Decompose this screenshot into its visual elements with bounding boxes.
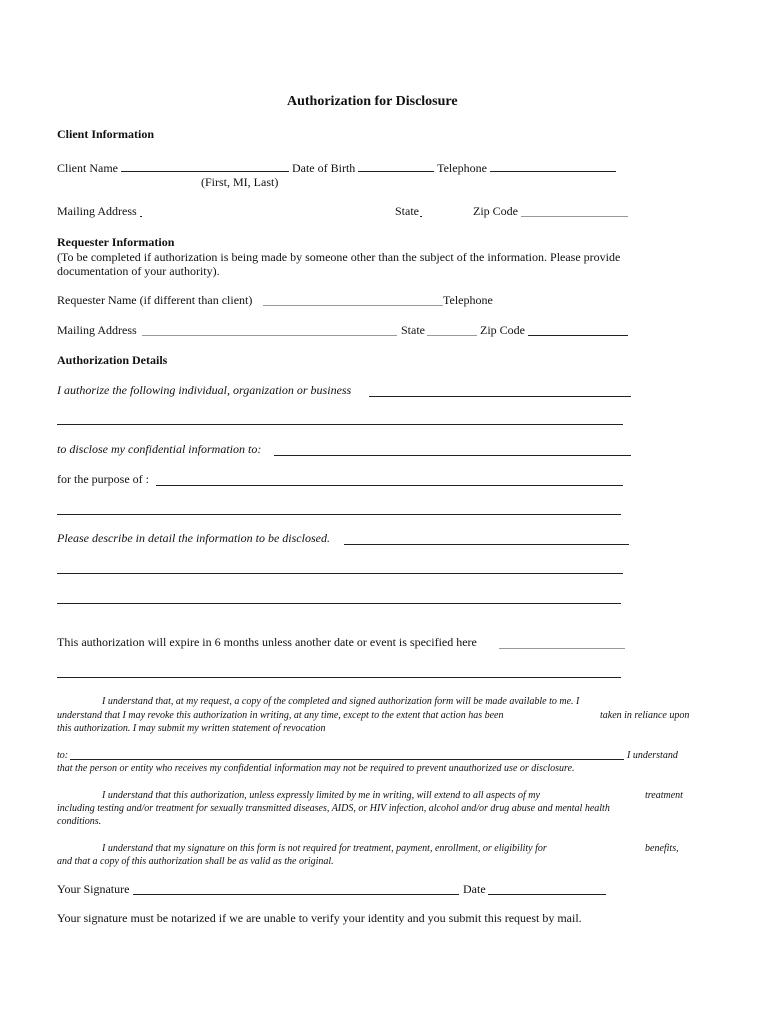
authorize-field-continued[interactable] [57,424,623,425]
client-mailing-address-label: Mailing Address [57,204,137,218]
client-telephone-label: Telephone [437,161,487,175]
client-name-row [57,160,616,175]
client-name-field[interactable] [121,160,289,172]
client-name-label: Client Name [57,161,118,175]
authorize-label: I authorize the following individual, organization or business [57,383,352,397]
statement-4-line2: and that a copy of this authorization shall be as valid as the original. [57,856,334,867]
requester-info-heading: Requester Information [57,235,175,249]
requester-state-field[interactable] [427,324,477,336]
statement-1-line2a: understand that I may revoke this authorization in writing, at any time, except to the extent that action has been [57,710,504,721]
dob-field[interactable] [358,160,434,172]
describe-field-continued-2[interactable] [57,603,621,604]
statement-1-line2b: taken in reliance upon [600,710,690,721]
expiration-label: This authorization will expire in 6 months unless another date or event is specified here [57,635,477,649]
form-title: Authorization for Disclosure [287,94,458,109]
statement-1-line1: I understand that, at my request, a copy of the completed and signed authorization form will be made available to me. I [102,696,580,707]
statement-4-line1a: I understand that my signature on this form is not required for treatment, payment, enrollment, or eligibility for [102,843,547,854]
purpose-field-continued[interactable] [57,514,621,515]
signature-field[interactable] [133,894,459,895]
requester-note-line1: (To be completed if authorization is being made by someone other than the subject of the information. Please provide [57,250,621,264]
revocation-field[interactable] [70,759,624,760]
statement-1-line3: this authorization. I may submit my written statement of revocation [57,723,326,734]
describe-field-continued-1[interactable] [57,573,623,574]
notary-note: Your signature must be notarized if we are unable to verify your identity and you submit this request by mail. [57,911,582,925]
client-state-field[interactable] [420,205,422,217]
statement-3-line2: including testing and/or treatment for sexually transmitted diseases, AIDS, or HIV infection, alcohol and/or drug abuse and mental health [57,803,610,814]
statement-3-line3: conditions. [57,816,102,827]
statement-3-line1b: treatment [645,790,683,801]
authorize-field[interactable] [369,396,631,397]
name-format-hint: (First, MI, Last) [201,175,279,189]
expiration-field-continued[interactable] [57,677,621,678]
authorization-details-heading: Authorization Details [57,353,168,367]
requester-state-label: State [401,323,425,337]
disclose-to-label: to disclose my confidential information to: [57,442,262,456]
statement-2-understand: I understand [627,750,678,761]
revocation-to-label: to: [57,750,69,761]
statement-3-line1a: I understand that this authorization, unless expressly limited by me in writing, will extend to all aspects of my [102,790,540,801]
describe-field[interactable] [344,544,629,545]
describe-label: Please describe in detail the information to be disclosed. [57,531,330,545]
statement-4-line1b: benefits, [645,843,679,854]
signature-label: Your Signature [57,882,130,896]
dob-label: Date of Birth [291,161,356,175]
client-zip-label: Zip Code [473,204,518,218]
date-label: Date [463,882,486,896]
requester-name-label: Requester Name (if different than client) [57,293,253,307]
client-state-label: State [395,204,419,218]
statement-2-line2: that the person or entity who receives my confidential information may not be required to prevent unauthorized use or disclosure. [57,763,575,774]
requester-zip-field[interactable] [528,324,628,336]
requester-name-field[interactable] [263,294,443,306]
client-info-heading: Client Information [57,127,154,141]
requester-telephone-label: Telephone [443,293,493,307]
disclose-to-field[interactable] [274,455,631,456]
client-telephone-field[interactable] [490,160,616,172]
requester-zip-label: Zip Code [480,323,525,337]
requester-note-line2: documentation of your authority). [57,264,220,278]
requester-mailing-address-field[interactable] [142,324,397,336]
client-zip-field[interactable] [521,205,628,217]
client-mailing-address-field[interactable] [140,205,142,217]
expiration-field[interactable] [499,648,625,649]
requester-mailing-address-label: Mailing Address [57,323,137,337]
date-field[interactable] [488,894,606,895]
purpose-label: for the purpose of : [57,472,149,486]
purpose-field[interactable] [156,485,623,486]
